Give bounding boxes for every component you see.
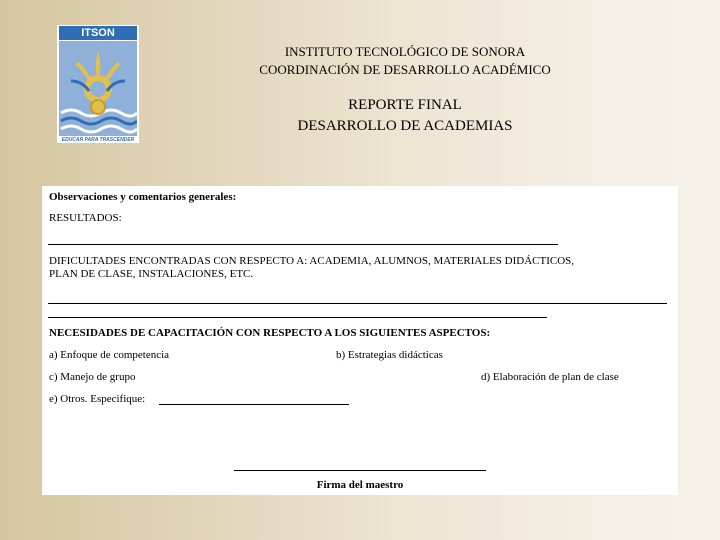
difficulties-label-line2: PLAN DE CLASE, INSTALACIONES, ETC.	[49, 268, 254, 280]
option-d: d) Elaboración de plan de clase	[481, 371, 619, 383]
option-e: e) Otros. Especifique:	[49, 393, 146, 405]
option-c: c) Manejo de grupo	[49, 371, 136, 383]
difficulties-label-line1: DIFICULTADES ENCONTRADAS CON RESPECTO A: ACADEMIA, ALUMNOS, MATERIALES DIDÁCTICOS,	[49, 255, 575, 267]
report-subject: DESARROLLO DE ACADEMIAS	[297, 118, 513, 134]
institution-name: INSTITUTO TECNOLÓGICO DE SONORA	[284, 44, 526, 59]
option-a: a) Enfoque de competencia	[49, 349, 170, 361]
report-form	[42, 186, 678, 495]
option-e-line[interactable]	[159, 404, 349, 405]
logo-brand: ITSON	[59, 26, 137, 40]
coordination-name: COORDINACIÓN DE DESARROLLO ACADÉMICO	[259, 62, 551, 77]
results-label: RESULTADOS:	[49, 212, 122, 224]
signature-label: Firma del maestro	[316, 479, 404, 491]
observations-label: Observaciones y comentarios generales:	[49, 191, 237, 203]
difficulties-line-1[interactable]	[48, 303, 667, 304]
results-line[interactable]	[48, 244, 558, 245]
option-b: b) Estrategias didácticas	[336, 349, 443, 361]
signature-line[interactable]	[234, 470, 486, 471]
needs-label: NECESIDADES DE CAPACITACIÓN CON RESPECTO A LOS SIGUIENTES ASPECTOS:	[49, 327, 491, 339]
logo-tagline: EDUCAR PARA TRASCENDER	[61, 137, 135, 143]
report-title: REPORTE FINAL	[348, 97, 462, 113]
difficulties-line-2[interactable]	[48, 317, 547, 318]
